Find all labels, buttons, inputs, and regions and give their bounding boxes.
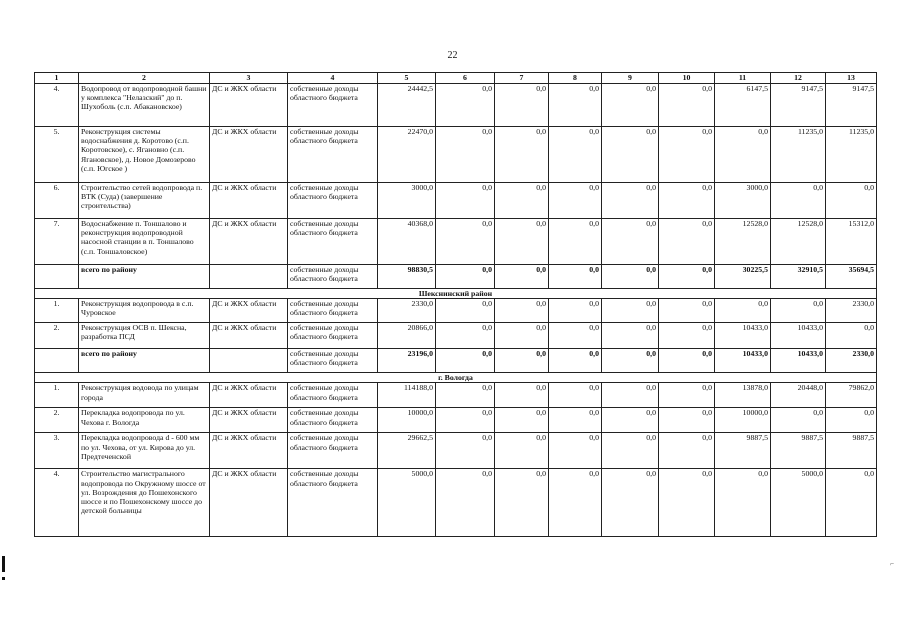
column-header: 13	[826, 73, 877, 84]
funding-source: собственные доходы областного бюджета	[288, 219, 378, 265]
section-row	[35, 373, 877, 383]
amount-cell: 6147,5	[715, 84, 771, 127]
funding-source: собственные доходы областного бюджета	[288, 323, 378, 349]
responsible-body: ДС и ЖКХ области	[210, 383, 288, 408]
row-number: 4.	[35, 469, 79, 537]
amount-cell: 0,0	[436, 183, 495, 219]
project-name: Реконструкция системы водоснабжения д. Коротово (с.п. Коротовское), с. Ягановно (с.п. Ягановское), д. Новое Домозерово (с.п. Югское )	[79, 127, 210, 183]
table-row	[35, 469, 877, 537]
amount-cell: 0,0	[602, 219, 659, 265]
amount-cell: 0,0	[436, 323, 495, 349]
amount-cell: 0,0	[659, 323, 715, 349]
amount-cell: 0,0	[549, 323, 602, 349]
amount-cell: 3000,0	[378, 183, 436, 219]
edge-mark: ⌐	[890, 560, 894, 568]
amount-cell: 0,0	[495, 433, 549, 469]
amount-cell: 9147,5	[771, 84, 826, 127]
amount-cell: 0,0	[659, 469, 715, 537]
amount-cell: 15312,0	[826, 219, 877, 265]
funding-source: собственные доходы областного бюджета	[288, 265, 378, 289]
amount-cell: 0,0	[602, 265, 659, 289]
project-name: Перекладка водопровода по ул. Чехова г. Вологда	[79, 408, 210, 433]
amount-cell: 0,0	[495, 469, 549, 537]
amount-cell: 35694,5	[826, 265, 877, 289]
amount-cell: 0,0	[549, 433, 602, 469]
amount-cell: 0,0	[659, 84, 715, 127]
row-number	[35, 265, 79, 289]
binder-mark	[2, 577, 5, 580]
column-header: 5	[378, 73, 436, 84]
funding-source: собственные доходы областного бюджета	[288, 469, 378, 537]
amount-cell: 0,0	[549, 349, 602, 373]
total-row	[35, 265, 877, 289]
amount-cell: 0,0	[771, 299, 826, 323]
table-row	[35, 408, 877, 433]
column-header: 9	[602, 73, 659, 84]
row-number: 3.	[35, 433, 79, 469]
row-number: 2.	[35, 323, 79, 349]
budget-table	[34, 72, 877, 537]
section-title: г. Вологда	[35, 373, 877, 383]
amount-cell: 0,0	[436, 127, 495, 183]
amount-cell: 114188,0	[378, 383, 436, 408]
amount-cell: 0,0	[715, 469, 771, 537]
table-row	[35, 127, 877, 183]
column-header: 7	[495, 73, 549, 84]
amount-cell: 29662,5	[378, 433, 436, 469]
amount-cell: 12528,0	[715, 219, 771, 265]
column-header: 12	[771, 73, 826, 84]
amount-cell: 0,0	[602, 84, 659, 127]
amount-cell: 10000,0	[378, 408, 436, 433]
project-name: Водоснабжение п. Тоншалово и реконструкция водопроводной насосной станции в п. Тоншалово (с.п. Тоншаловское)	[79, 219, 210, 265]
amount-cell: 10433,0	[715, 323, 771, 349]
amount-cell: 0,0	[436, 265, 495, 289]
amount-cell: 0,0	[495, 349, 549, 373]
column-header: 2	[79, 73, 210, 84]
amount-cell: 0,0	[436, 299, 495, 323]
responsible-body: ДС и ЖКХ области	[210, 408, 288, 433]
table-row	[35, 299, 877, 323]
table-body	[35, 84, 877, 537]
project-name: Реконструкция ОСВ п. Шексна, разработка ПСД	[79, 323, 210, 349]
responsible-body	[210, 265, 288, 289]
amount-cell: 5000,0	[771, 469, 826, 537]
amount-cell: 30225,5	[715, 265, 771, 289]
amount-cell: 0,0	[436, 349, 495, 373]
amount-cell: 0,0	[771, 183, 826, 219]
amount-cell: 0,0	[659, 127, 715, 183]
amount-cell: 0,0	[715, 127, 771, 183]
responsible-body: ДС и ЖКХ области	[210, 323, 288, 349]
amount-cell: 10000,0	[715, 408, 771, 433]
amount-cell: 0,0	[602, 349, 659, 373]
responsible-body: ДС и ЖКХ области	[210, 469, 288, 537]
responsible-body: ДС и ЖКХ области	[210, 299, 288, 323]
amount-cell: 0,0	[549, 299, 602, 323]
amount-cell: 0,0	[549, 383, 602, 408]
funding-source: собственные доходы областного бюджета	[288, 183, 378, 219]
binder-mark	[2, 556, 5, 572]
amount-cell: 0,0	[549, 183, 602, 219]
amount-cell: 0,0	[659, 299, 715, 323]
amount-cell: 0,0	[495, 265, 549, 289]
amount-cell: 0,0	[436, 84, 495, 127]
amount-cell: 0,0	[549, 84, 602, 127]
project-name: Перекладка водопровода d - 600 мм по ул. Чехова, от ул. Кирова до ул. Предтеченской	[79, 433, 210, 469]
responsible-body: ДС и ЖКХ области	[210, 127, 288, 183]
amount-cell: 0,0	[659, 265, 715, 289]
funding-source: собственные доходы областного бюджета	[288, 299, 378, 323]
amount-cell: 0,0	[495, 299, 549, 323]
amount-cell: 98830,5	[378, 265, 436, 289]
amount-cell: 0,0	[495, 84, 549, 127]
amount-cell: 32910,5	[771, 265, 826, 289]
column-header: 10	[659, 73, 715, 84]
project-name: Водопровод от водопроводной башни у комплекса "Нелазский" до п. Шухоболь (с.п. Абакановское)	[79, 84, 210, 127]
amount-cell: 0,0	[602, 433, 659, 469]
project-name: Реконструкция водопровода в с.п. Чуровское	[79, 299, 210, 323]
amount-cell: 9147,5	[826, 84, 877, 127]
table-row	[35, 84, 877, 127]
amount-cell: 0,0	[602, 183, 659, 219]
responsible-body: ДС и ЖКХ области	[210, 84, 288, 127]
section-row	[35, 289, 877, 299]
amount-cell: 13878,0	[715, 383, 771, 408]
amount-cell: 0,0	[659, 408, 715, 433]
funding-source: собственные доходы областного бюджета	[288, 84, 378, 127]
amount-cell: 20448,0	[771, 383, 826, 408]
amount-cell: 0,0	[659, 433, 715, 469]
amount-cell: 0,0	[602, 323, 659, 349]
header-row	[35, 73, 877, 84]
amount-cell: 9887,5	[771, 433, 826, 469]
table-row	[35, 323, 877, 349]
amount-cell: 0,0	[436, 219, 495, 265]
responsible-body: ДС и ЖКХ области	[210, 219, 288, 265]
funding-source: собственные доходы областного бюджета	[288, 383, 378, 408]
amount-cell: 0,0	[602, 408, 659, 433]
amount-cell: 0,0	[436, 469, 495, 537]
row-number	[35, 349, 79, 373]
row-number: 4.	[35, 84, 79, 127]
column-header: 4	[288, 73, 378, 84]
amount-cell: 0,0	[495, 383, 549, 408]
amount-cell: 0,0	[826, 183, 877, 219]
amount-cell: 0,0	[659, 383, 715, 408]
row-number: 1.	[35, 299, 79, 323]
amount-cell: 0,0	[771, 408, 826, 433]
amount-cell: 0,0	[495, 127, 549, 183]
amount-cell: 0,0	[549, 265, 602, 289]
amount-cell: 0,0	[602, 127, 659, 183]
section-title: Шекснинский район	[35, 289, 877, 299]
total-row	[35, 349, 877, 373]
row-number: 2.	[35, 408, 79, 433]
amount-cell: 0,0	[436, 408, 495, 433]
project-name: всего по району	[79, 349, 210, 373]
amount-cell: 22470,0	[378, 127, 436, 183]
amount-cell: 9887,5	[715, 433, 771, 469]
amount-cell: 40368,0	[378, 219, 436, 265]
amount-cell: 0,0	[602, 383, 659, 408]
responsible-body: ДС и ЖКХ области	[210, 183, 288, 219]
amount-cell: 0,0	[549, 469, 602, 537]
amount-cell: 79862,0	[826, 383, 877, 408]
amount-cell: 0,0	[495, 323, 549, 349]
amount-cell: 0,0	[436, 433, 495, 469]
amount-cell: 20866,0	[378, 323, 436, 349]
amount-cell: 0,0	[602, 469, 659, 537]
amount-cell: 0,0	[549, 127, 602, 183]
column-header: 6	[436, 73, 495, 84]
amount-cell: 0,0	[495, 183, 549, 219]
column-header: 3	[210, 73, 288, 84]
responsible-body: ДС и ЖКХ области	[210, 433, 288, 469]
amount-cell: 3000,0	[715, 183, 771, 219]
column-header: 11	[715, 73, 771, 84]
project-name: Реконструкция водовода по улицам города	[79, 383, 210, 408]
amount-cell: 0,0	[659, 349, 715, 373]
column-header: 1	[35, 73, 79, 84]
amount-cell: 0,0	[495, 408, 549, 433]
amount-cell: 23196,0	[378, 349, 436, 373]
row-number: 1.	[35, 383, 79, 408]
amount-cell: 10433,0	[771, 323, 826, 349]
amount-cell: 12528,0	[771, 219, 826, 265]
amount-cell: 0,0	[659, 183, 715, 219]
amount-cell: 0,0	[826, 408, 877, 433]
table-row	[35, 183, 877, 219]
amount-cell: 5000,0	[378, 469, 436, 537]
funding-source: собственные доходы областного бюджета	[288, 349, 378, 373]
project-name: Строительство сетей водопровода п. ВТК (Суда) (завершение строительства)	[79, 183, 210, 219]
amount-cell: 0,0	[495, 219, 549, 265]
amount-cell: 2330,0	[826, 349, 877, 373]
amount-cell: 0,0	[826, 469, 877, 537]
project-name: Строительство магистрального водопровода по Окружному шоссе от ул. Возрождения до Пошехонского шоссе и по Пошехонскому шоссе до детской больницы	[79, 469, 210, 537]
amount-cell: 11235,0	[826, 127, 877, 183]
amount-cell: 11235,0	[771, 127, 826, 183]
row-number: 5.	[35, 127, 79, 183]
row-number: 7.	[35, 219, 79, 265]
page-number: 22	[447, 50, 458, 61]
funding-source: собственные доходы областного бюджета	[288, 408, 378, 433]
amount-cell: 10433,0	[715, 349, 771, 373]
amount-cell: 0,0	[602, 299, 659, 323]
responsible-body	[210, 349, 288, 373]
amount-cell: 24442,5	[378, 84, 436, 127]
funding-source: собственные доходы областного бюджета	[288, 127, 378, 183]
amount-cell: 0,0	[436, 383, 495, 408]
amount-cell: 0,0	[549, 219, 602, 265]
amount-cell: 2330,0	[826, 299, 877, 323]
funding-source: собственные доходы областного бюджета	[288, 433, 378, 469]
amount-cell: 0,0	[549, 408, 602, 433]
row-number: 6.	[35, 183, 79, 219]
amount-cell: 2330,0	[378, 299, 436, 323]
amount-cell: 9887,5	[826, 433, 877, 469]
table-row	[35, 219, 877, 265]
table-row	[35, 383, 877, 408]
amount-cell: 10433,0	[771, 349, 826, 373]
amount-cell: 0,0	[659, 219, 715, 265]
column-header: 8	[549, 73, 602, 84]
amount-cell: 0,0	[826, 323, 877, 349]
table-row	[35, 433, 877, 469]
amount-cell: 0,0	[715, 299, 771, 323]
project-name: всего по району	[79, 265, 210, 289]
